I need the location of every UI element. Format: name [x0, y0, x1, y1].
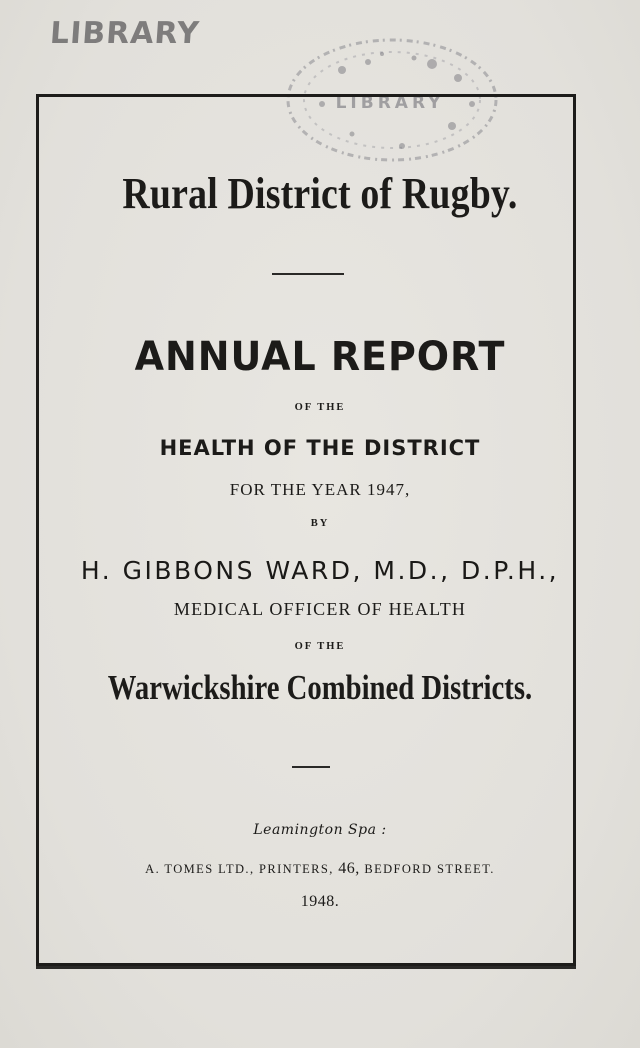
divider-rule	[272, 273, 344, 275]
document-title: Rural District of Rugby.	[122, 169, 518, 218]
printer-street: BEDFORD STREET.	[364, 862, 495, 876]
report-heading: ANNUAL REPORT	[134, 334, 506, 380]
publication-year: 1948.	[300, 893, 340, 910]
library-stamp: LIBRARY	[48, 16, 201, 51]
seal-text: LIBRARY	[335, 93, 445, 113]
divider-rule-2	[292, 766, 330, 768]
author-position: MEDICAL OFFICER OF HEALTH	[173, 599, 467, 619]
authority-name: Warwickshire Combined Districts.	[107, 668, 533, 707]
printer-name: A. TOMES LTD., PRINTERS,	[145, 862, 334, 876]
printer-street-number: 46,	[338, 860, 360, 877]
of-the-label-2: OF THE	[294, 641, 346, 652]
printer-imprint	[0, 860, 640, 878]
of-the-label: OF THE	[294, 402, 346, 413]
publication-place: Leamington Spa :	[253, 822, 387, 838]
report-subject: HEALTH OF THE DISTRICT	[159, 436, 481, 460]
author-name: H. GIBBONS WARD, M.D., D.P.H.,	[80, 556, 560, 585]
report-period: FOR THE YEAR 1947,	[229, 480, 411, 499]
by-label: BY	[310, 518, 330, 529]
